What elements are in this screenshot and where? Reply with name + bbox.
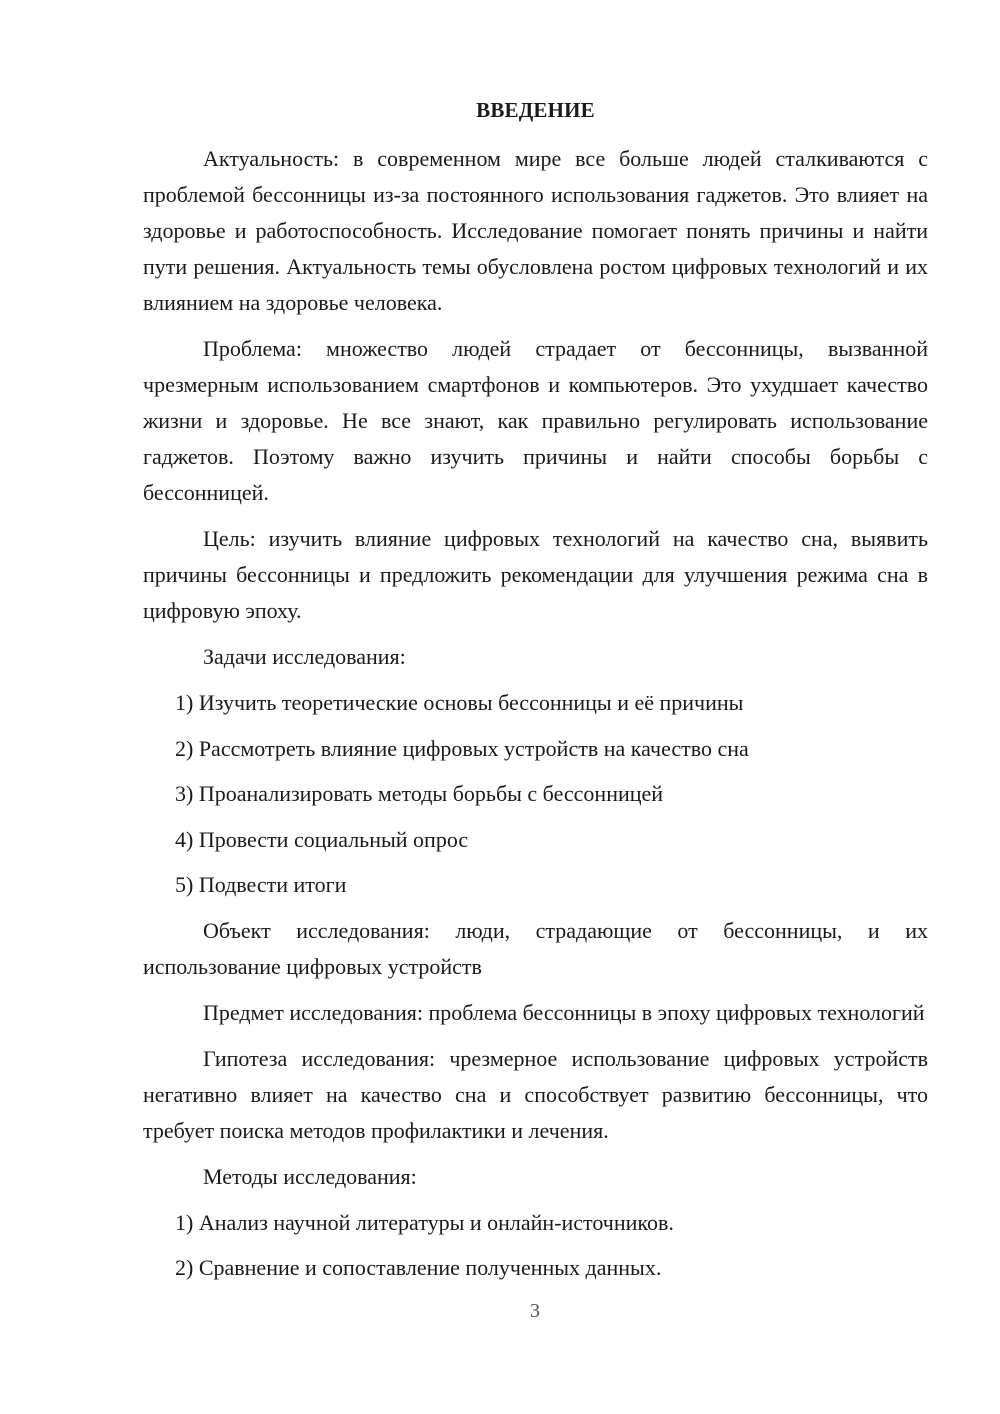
page-title: ВВЕДЕНИЕ (476, 98, 595, 122)
list-item: 5) Подвести итоги (175, 872, 347, 897)
paragraph-goal: Цель: изучить влияние цифровых технологий на качество сна, выявить причины бессонницы и предложить рекомендации для улучшения режима сна в цифровую эпоху. (143, 526, 928, 623)
list-item: 2) Сравнение и сопоставление полученных данных. (175, 1255, 662, 1280)
list-item: 1) Изучить теоретические основы бессонницы и её причины (175, 690, 744, 715)
paragraph-actuality: Актуальность: в современном мире все больше людей сталкиваются с проблемой бессонницы из-за постоянного использования гаджетов. Это влияет на здоровье и работоспособность. Исследование помогает понять причины и найти пути решения. Актуальность темы обусловлена ростом цифровых технологий и их влиянием на здоровье человека. (143, 146, 928, 315)
list-item: 2) Рассмотреть влияние цифровых устройств на качество сна (175, 735, 749, 761)
page-number: 3 (530, 1300, 540, 1322)
page-content (143, 141, 928, 1296)
paragraph-subject: Предмет исследования: проблема бессонницы в эпоху цифровых технологий (203, 999, 925, 1025)
tasks-heading: Задачи исследования: (203, 644, 406, 669)
list-item: 4) Провести социальный опрос (175, 826, 469, 852)
paragraph-hypothesis: Гипотеза исследования: чрезмерное использование цифровых устройств негативно влияет на качество сна и способствует развитию бессонницы, что требует поиска методов профилактики и лечения. (143, 1045, 928, 1143)
paragraph-problem: Проблема: множество людей страдает от бессонницы, вызванной чрезмерным использованием смартфонов и компьютеров. Это ухудшает качество жизни и здоровье. Не все знают, как правильно регулировать использование гаджетов. Поэтому важно изучить причины и найти способы борьбы с бессонницей. (143, 336, 928, 505)
list-item: 3) Проанализировать методы борьбы с бессонницей (175, 781, 664, 806)
list-item: 1) Анализ научной литературы и онлайн-источников. (175, 1209, 674, 1235)
paragraph-object: Объект исследования: люди, страдающие от бессонницы, и их использование цифровых устройств (143, 917, 928, 979)
methods-list (143, 1205, 928, 1296)
methods-heading: Методы исследования: (203, 1163, 417, 1189)
tasks-list (143, 685, 928, 913)
